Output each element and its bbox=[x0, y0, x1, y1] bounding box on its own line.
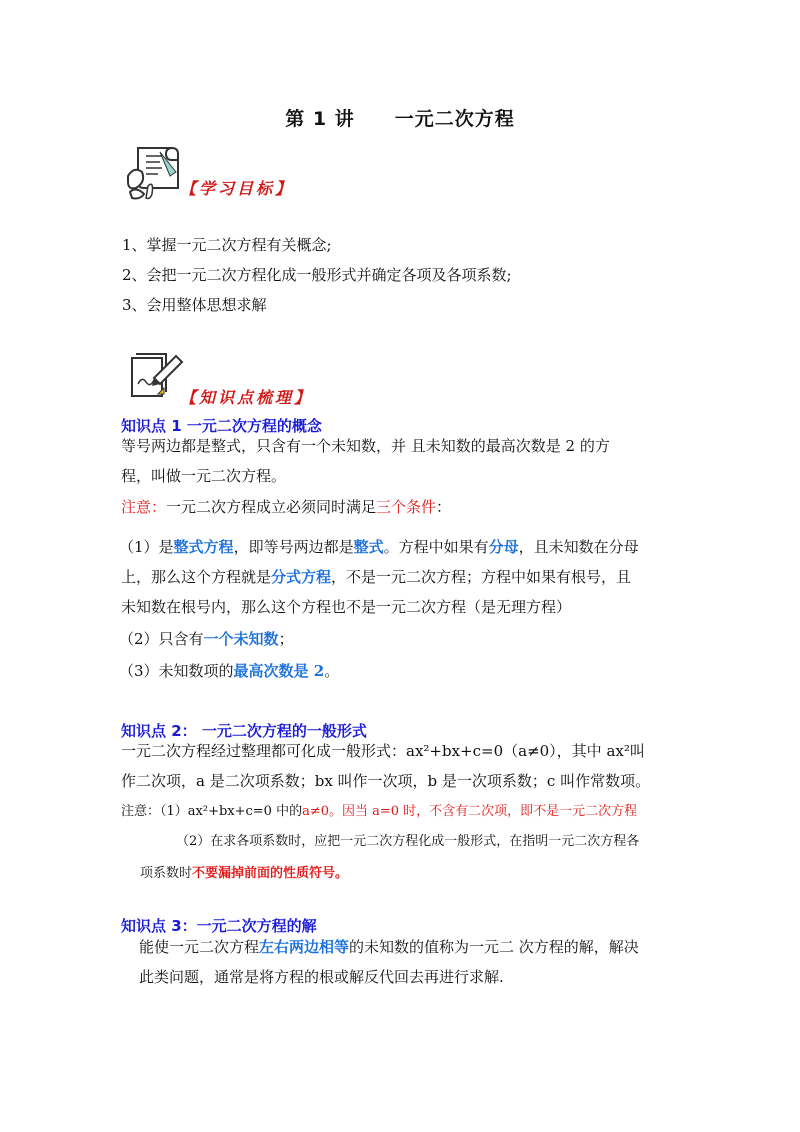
knowledge-2-note-1: 注意：（1）ax²+bx+c=0 中的a≠0。因当 a=0 时，不含有二次项，即不是一元二次方程 bbox=[121, 804, 638, 819]
lecture-topic: 一元二次方程 bbox=[394, 108, 515, 130]
scroll-quill-icon bbox=[124, 142, 184, 204]
knowledge-1-heading: 知识点 1 一元二次方程的概念 bbox=[121, 417, 322, 435]
knowledge-banner: 【知识点梳理】 bbox=[180, 388, 314, 407]
condition-2: （2）只含有一个未知数； bbox=[119, 630, 294, 648]
knowledge-2-line-1: 一元二次方程经过整理都可化成一般形式：ax²+bx+c=0（a≠0），其中 ax²叫 bbox=[121, 742, 645, 760]
learning-goals-banner: 【学习目标】 bbox=[180, 179, 295, 198]
knowledge-2-line-2: 作二次项，a 是二次项系数；bx 叫作一次项，b 是一次项系数；c 叫作常数项。 bbox=[121, 772, 651, 790]
goal-item-1: 1、掌握一元二次方程有关概念; bbox=[122, 236, 332, 254]
knowledge-2-note-3: 项系数时不要漏掉前面的性质符号。 bbox=[140, 866, 349, 881]
condition-1-line-3: 未知数在根号内，那么这个方程也不是一元二次方程（是无理方程） bbox=[121, 598, 572, 616]
knowledge-3-heading: 知识点 3：一元二次方程的解 bbox=[121, 917, 317, 935]
knowledge-2-note-2: （2）在求各项系数时，应把一元二次方程化成一般形式，在指明一元二次方程各 bbox=[176, 834, 640, 849]
condition-1-line-1: （1）是整式方程，即等号两边都是整式。方程中如果有分母，且未知数在分母 bbox=[119, 538, 639, 556]
knowledge-1-definition-line-1: 等号两边都是整式，只含有一个未知数，并 且未知数的最高次数是 2 的方 bbox=[121, 437, 610, 455]
knowledge-1-definition-line-2: 程，叫做一元二次方程。 bbox=[121, 467, 287, 485]
notepad-pencil-icon bbox=[128, 348, 186, 402]
knowledge-1-note: 注意：一元二次方程成立必须同时满足三个条件： bbox=[121, 498, 452, 516]
knowledge-3-line-2: 此类问题，通常是将方程的根或解反代回去再进行求解. bbox=[139, 968, 504, 986]
knowledge-2-heading: 知识点 2： 一元二次方程的一般形式 bbox=[121, 722, 367, 740]
lecture-number: 第 1 讲 bbox=[285, 108, 355, 130]
goal-item-3: 3、会用整体思想求解 bbox=[122, 296, 267, 314]
condition-1-line-2: 上，那么这个方程就是分式方程，不是一元二次方程；方程中如果有根号，且 bbox=[121, 568, 632, 586]
goal-item-2: 2、会把一元二次方程化成一般形式并确定各项及各项系数; bbox=[122, 266, 512, 284]
page-title bbox=[0, 104, 800, 131]
condition-3: （3）未知数项的最高次数是 2。 bbox=[119, 662, 340, 680]
knowledge-3-line-1: 能使一元二次方程左右两边相等的未知数的值称为一元二 次方程的解，解决 bbox=[139, 938, 639, 956]
